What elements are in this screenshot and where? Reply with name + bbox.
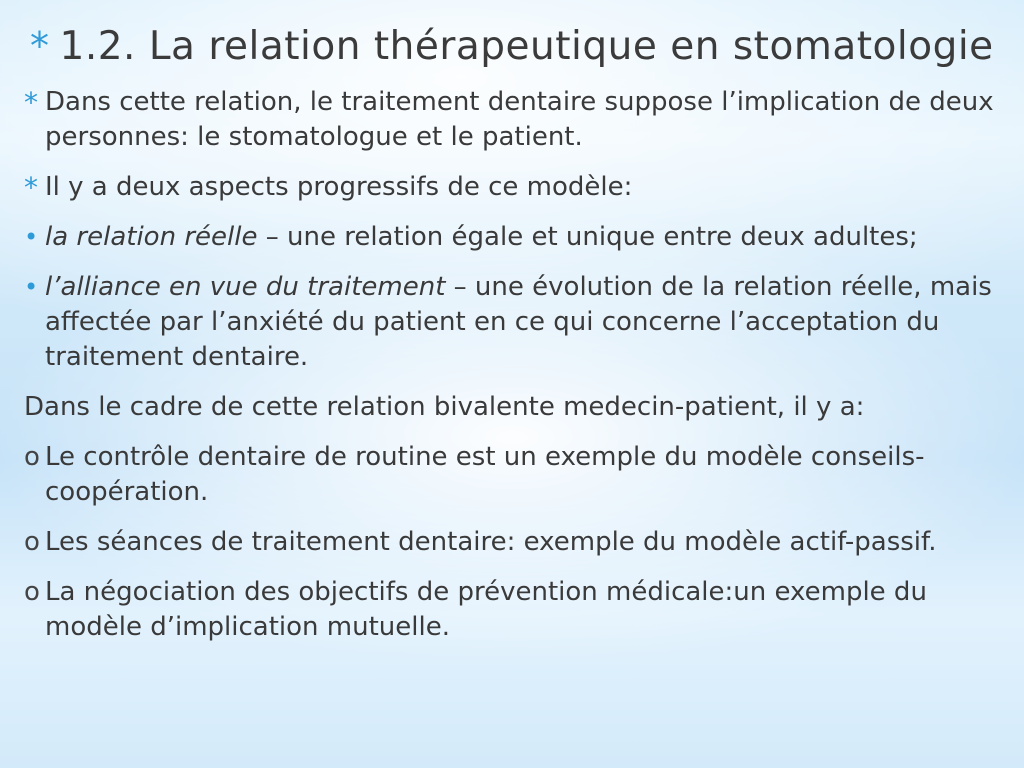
paragraph-cadre	[24, 390, 1024, 425]
term-definition: – une évolution de la relation réelle, mais affectée par l’anxiété du patient en ce qui concerne l’acceptation du traitement dentaire.	[45, 272, 992, 372]
term-definition: – une relation égale et unique entre deux adultes;	[257, 222, 918, 252]
paragraph-text: Il y a deux aspects progressifs de ce modèle:	[45, 172, 633, 202]
slide-body	[24, 85, 1024, 660]
term-italic: la relation réelle	[45, 222, 258, 252]
list-item-seances	[24, 525, 1024, 560]
paragraph-text: Les séances de traitement dentaire: exemple du modèle actif-passif.	[45, 527, 937, 557]
list-item-controle	[24, 440, 1024, 510]
title-text: 1.2. La relation thérapeutique en stomatologie	[59, 24, 994, 69]
circle-bullet-icon: o	[24, 527, 40, 557]
paragraph-text: Le contrôle dentaire de routine est un exemple du modèle conseils-coopération.	[45, 442, 925, 507]
asterisk-bullet-icon: *	[24, 171, 38, 204]
dot-bullet-icon: •	[24, 273, 39, 301]
paragraph-text: Dans le cadre de cette relation bivalente medecin-patient, il y a:	[24, 392, 865, 422]
paragraph-aspects	[24, 170, 1024, 205]
paragraph-text: La négociation des objectifs de prévention médicale:un exemple du modèle d’implication mutuelle.	[45, 577, 927, 642]
circle-bullet-icon: o	[24, 577, 40, 607]
list-item-negociation	[24, 575, 1024, 645]
asterisk-bullet-icon: *	[24, 86, 38, 119]
list-item-relation-reelle	[24, 220, 1024, 255]
circle-bullet-icon: o	[24, 442, 40, 472]
title-bullet-icon: *	[30, 24, 50, 68]
term-italic: l’alliance en vue du traitement	[45, 272, 446, 302]
paragraph-intro	[24, 85, 1024, 155]
dot-bullet-icon: •	[24, 223, 39, 251]
paragraph-text: Dans cette relation, le traitement dentaire suppose l’implication de deux personnes: le stomatologue et le patient.	[45, 87, 994, 152]
list-item-alliance	[24, 270, 1024, 375]
slide-title	[30, 24, 1020, 84]
